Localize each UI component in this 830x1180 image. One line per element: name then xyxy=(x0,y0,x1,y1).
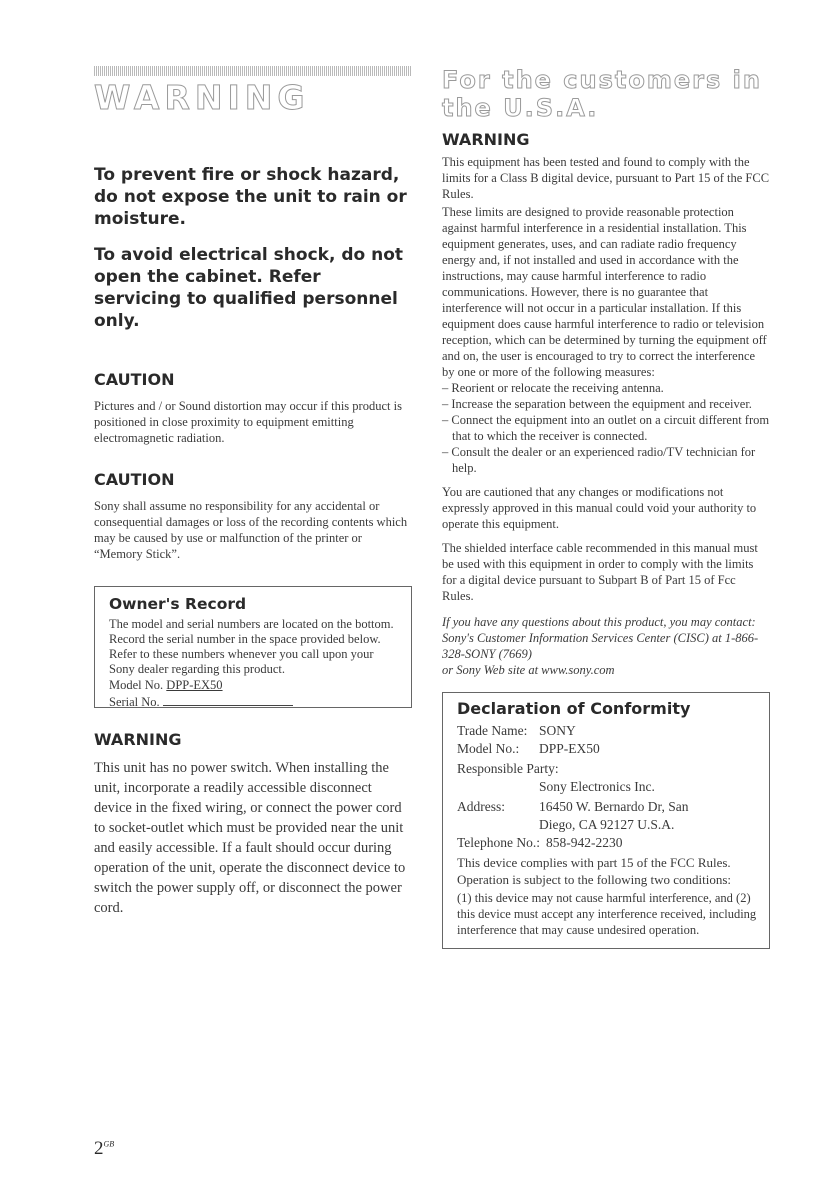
address-value: 16450 W. Bernardo Dr, San Diego, CA 92127 U.S.A. xyxy=(539,799,689,832)
address-label: Address: xyxy=(457,799,505,814)
list-item: – Reorient or relocate the receiving antenna. xyxy=(442,381,664,395)
model-number-label: Model No. xyxy=(109,678,164,692)
owners-record-box xyxy=(94,586,412,708)
decorative-hatch-bar xyxy=(94,66,412,76)
trade-name-row xyxy=(457,722,757,740)
warning-heading-power: WARNING xyxy=(94,730,182,749)
list-item: – Increase the separation between the equipment and receiver. xyxy=(442,397,752,411)
model-number-value: DPP-EX50 xyxy=(166,678,223,692)
warning-title: WARNING xyxy=(94,78,310,117)
page-number-digit: 2 xyxy=(94,1138,104,1159)
model-row xyxy=(457,740,757,758)
fcc-paragraph-2: These limits are designed to provide reasonable protection against harmful interference in a residential installation. This equipment generates, uses, and can radiate radio frequency energy and, if not installed and used in accordance with the instructions, may cause harmful interference to radio communications. However, there is no guarantee that interference will not occur in a particular installation. If this equipment does cause harmful interference to radio or television reception, which can be determined by turning the equipment off and on, the user is encouraged to try to correct the interference by one or more of the following measures: xyxy=(442,205,767,379)
caution-heading-1: CAUTION xyxy=(94,370,175,389)
compliance-conditions: (1) this device may not cause harmful interference, and (2) this device must accept any interference received, including interference that may cause undesired operation. xyxy=(457,891,757,937)
address-row xyxy=(457,798,757,834)
fcc-paragraph-1: This equipment has been tested and found to comply with the limits for a Class B digital device, pursuant to Part 15 of the FCC Rules. xyxy=(442,155,770,201)
trade-name-value: SONY xyxy=(539,723,576,738)
model-label: Model No.: xyxy=(457,741,520,756)
serial-number-row xyxy=(109,693,399,710)
interference-measures-list xyxy=(442,380,770,476)
contact-line-1: If you have any questions about this product, you may contact: xyxy=(442,615,756,629)
usa-customers-title: For the customers in the U.S.A. xyxy=(442,66,762,122)
owners-record-title: Owner's Record xyxy=(109,595,247,613)
electrical-shock-warning: To avoid electrical shock, do not open the cabinet. Refer servicing to qualified personnel only. xyxy=(94,245,404,331)
contact-line-2: Sony's Customer Information Services Center (CISC) at 1-866-328-SONY (7669) xyxy=(442,631,759,661)
caution-text-2: Sony shall assume no responsibility for any accidental or consequential damages or loss of the recording contents which may be caused by use or malfunction of the printer or “Memory Stick”. xyxy=(94,499,408,561)
power-switch-warning-text: This unit has no power switch. When installing the unit, incorporate a readily accessible disconnect device in the fixed wiring, or connect the power cord to socket-outlet which must be provided near the unit and easily accessible. If a fault should occur during operation of the unit, operate the disconnect device to switch the power supply off, or disconnect the power cord. xyxy=(94,760,406,916)
fire-shock-warning: To prevent fire or shock hazard, do not expose the unit to rain or moisture. xyxy=(94,165,407,229)
list-item: – Connect the equipment into an outlet on a circuit different from that to which the receiver is connected. xyxy=(442,413,770,443)
telephone-value: 858-942-2230 xyxy=(546,835,623,850)
telephone-label: Telephone No.: xyxy=(457,835,541,850)
caution-heading-2: CAUTION xyxy=(94,470,175,489)
declaration-title: Declaration of Conformity xyxy=(457,699,691,718)
right-column xyxy=(442,66,770,949)
page-number-suffix: GB xyxy=(103,1139,115,1149)
left-column xyxy=(94,66,412,918)
responsible-party-label: Responsible Party: xyxy=(457,761,559,776)
telephone-row xyxy=(457,834,757,852)
serial-number-label: Serial No. xyxy=(109,695,160,709)
modifications-caution: You are cautioned that any changes or modifications not expressly approved in this manual could void your authority to operate this equipment. xyxy=(442,485,757,531)
declaration-of-conformity-box xyxy=(442,692,770,949)
model-value: DPP-EX50 xyxy=(539,741,600,756)
contact-info xyxy=(442,614,770,678)
serial-number-blank xyxy=(163,693,293,706)
compliance-statement: This device complies with part 15 of the FCC Rules. Operation is subject to the following two conditions: xyxy=(457,855,732,887)
owners-record-text: The model and serial numbers are located on the bottom. Record the serial number in the space provided below. Refer to these numbers whenever you call upon your Sony dealer regarding this product. xyxy=(109,617,394,676)
responsible-party-value: Sony Electronics Inc. xyxy=(539,779,655,794)
model-number-row xyxy=(109,677,399,693)
contact-line-3: or Sony Web site at www.sony.com xyxy=(442,663,615,677)
page-number xyxy=(94,1138,114,1160)
fcc-warning-heading: WARNING xyxy=(442,130,530,149)
responsible-party-row xyxy=(457,760,757,796)
caution-text-1: Pictures and / or Sound distortion may occur if this product is positioned in close proximity to equipment emitting electromagnetic radiation. xyxy=(94,399,402,445)
trade-name-label: Trade Name: xyxy=(457,723,528,738)
list-item: – Consult the dealer or an experienced radio/TV technician for help. xyxy=(442,445,756,475)
shielded-cable-notice: The shielded interface cable recommended in this manual must be used with this equipment in order to comply with the limits for a digital device pursuant to Subpart B of Part 15 of Fcc Rules. xyxy=(442,541,758,603)
